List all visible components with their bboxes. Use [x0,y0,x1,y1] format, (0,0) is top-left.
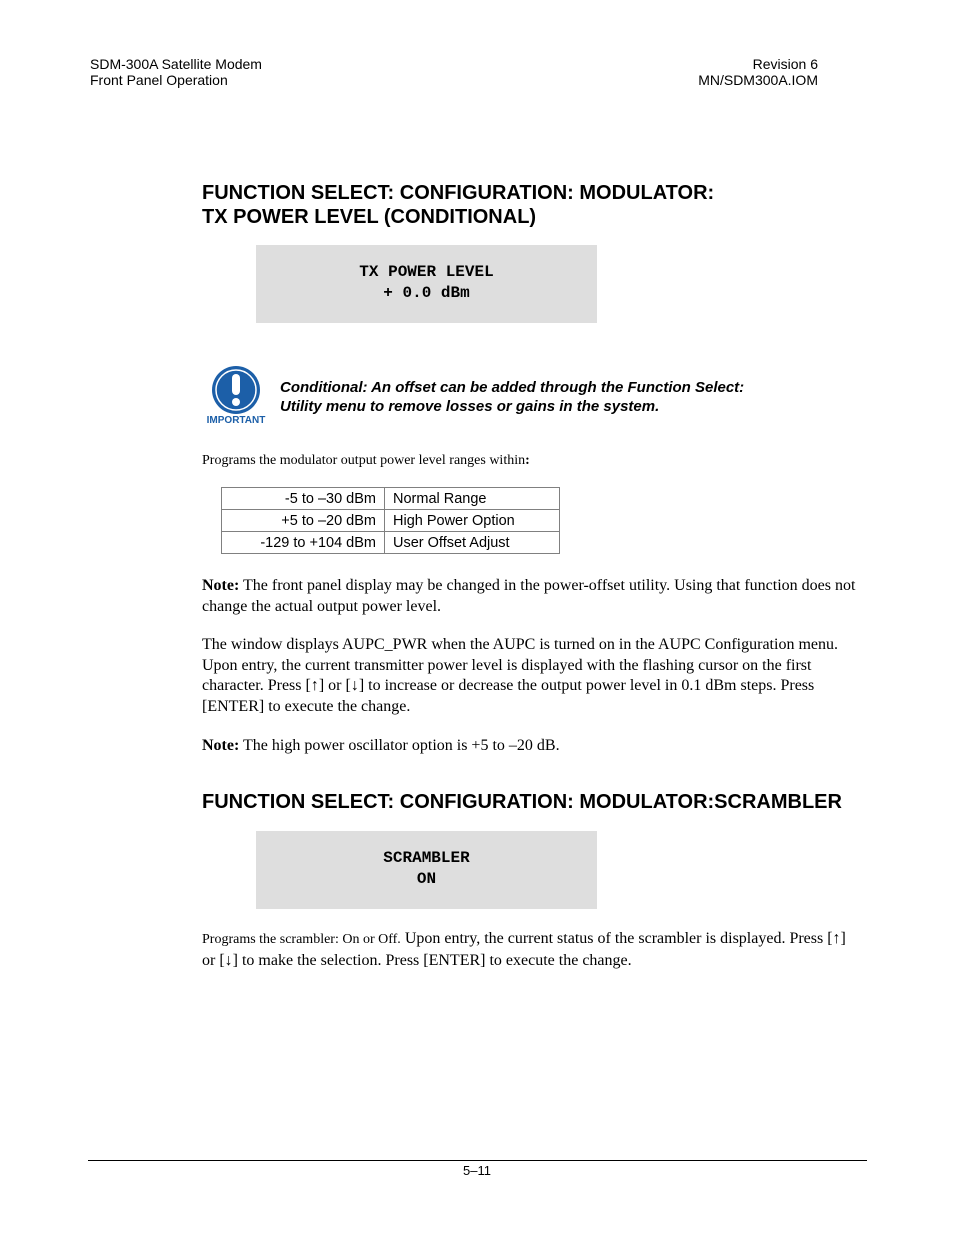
range-description: High Power Option [385,510,560,532]
note-text: The high power oscillator option is +5 to –20 dB. [239,737,560,754]
heading-line-2: TX POWER LEVEL (CONDITIONAL) [202,206,537,228]
ranges-intro [202,451,862,472]
range-description: User Offset Adjust [385,532,560,554]
heading-line-1: FUNCTION SELECT: CONFIGURATION: MODULATOR: [202,182,715,204]
front-panel-display-tx-power [256,245,597,323]
header-revision: Revision 6 [752,56,818,72]
page-header-left [90,56,262,88]
aupc-description: The window displays AUPC_PWR when the AUPC is turned on in the AUPC Configuration menu. Upon entry, the current transmitter power level is displayed with the flashing cursor on the first character. Press [↑] or [↓] to increase or decrease the output power level in 0.1 dBm steps. Press [ENTER] to execute the change. [202,636,838,715]
important-label: IMPORTANT [206,415,266,426]
important-message-line-2: Utility menu to remove losses or gains in the system. [280,398,660,415]
important-message [280,378,744,416]
range-value: -129 to +104 dBm [222,532,385,554]
front-panel-display-scrambler [256,831,597,909]
power-ranges-table [221,487,560,554]
display-line-1: TX POWER LEVEL [359,263,494,281]
table-row [222,532,560,554]
ranges-intro-colon: : [525,453,530,468]
display-line-2: ON [416,870,437,888]
scrambler-description [202,929,862,971]
table-row [222,488,560,510]
header-doc-id: MN/SDM300A.IOM [698,72,818,88]
display-line-1: SCRAMBLER [383,849,470,867]
section-heading-tx-power [202,181,714,229]
scrambler-instructions: Upon entry, the current status of the scrambler is displayed. Press [↑] or [↓] to make the selection. Press [ENTER] to execute the change. [202,930,846,969]
note-label: Note: [202,577,240,594]
note-text: The front panel display may be changed in the power-offset utility. Using that function does not change the actual output power level. [202,577,856,615]
note-label: Note: [202,737,240,754]
important-message-line-1: Conditional: An offset can be added through the Function Select: [280,379,745,396]
scrambler-intro: Programs the scrambler: On or Off. [202,932,401,947]
note-high-power [202,736,862,757]
page-header-right [698,56,818,88]
range-description: Normal Range [385,488,560,510]
table-row [222,510,560,532]
range-value: +5 to –20 dBm [222,510,385,532]
footer-rule [88,1160,867,1161]
display-line-2: + 0.0 dBm [383,284,470,302]
note-power-offset [202,576,862,617]
page-number: 5–11 [463,1163,491,1178]
header-chapter: Front Panel Operation [90,72,228,88]
range-value: -5 to –30 dBm [222,488,385,510]
ranges-intro-text: Programs the modulator output power level ranges within [202,453,526,468]
section-heading-scrambler: FUNCTION SELECT: CONFIGURATION: MODULATOR:SCRAMBLER [202,791,842,813]
header-doc-title: SDM-300A Satellite Modem [90,56,262,72]
